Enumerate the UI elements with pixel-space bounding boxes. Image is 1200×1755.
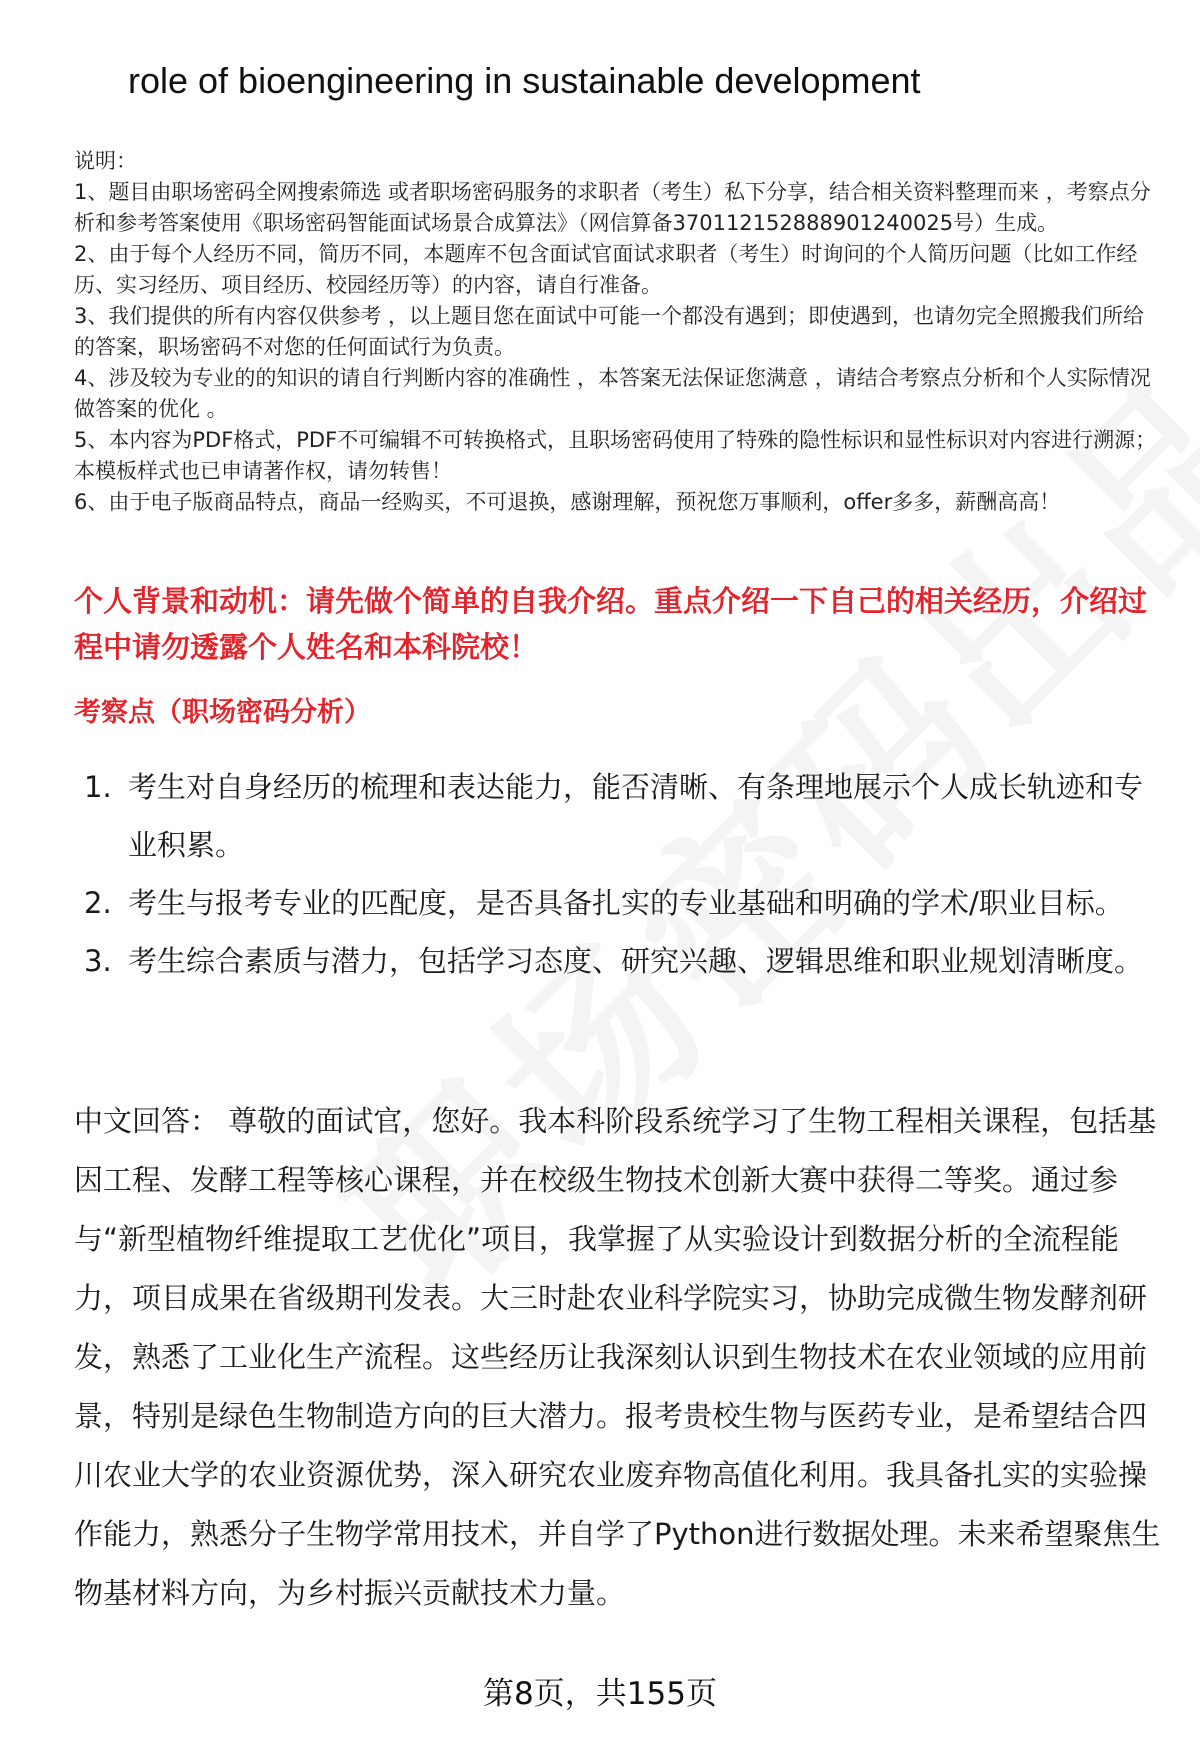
point-number: 1. (84, 770, 112, 804)
interview-question: 个人背景和动机：请先做个简单的自我介绍。重点介绍一下自己的相关经历，介绍过程中请勿透露个人姓名和本科院校！ (74, 584, 1148, 664)
point-number: 2. (84, 886, 112, 920)
page-number: 第8页，共155页 (483, 1676, 717, 1712)
note-item: 3、我们提供的所有内容仅供参考 ，以上题目您在面试中可能一个都没有遇到；即使遇到，也请勿完全照搬我们所给的答案，职场密码不对您的任何面试行为负责。 (74, 304, 1145, 359)
point-text: 考生对自身经历的梳理和表达能力，能否清晰、有条理地展示个人成长轨迹和专业积累。 (128, 770, 1144, 862)
note-item: 5、本内容为PDF格式，PDF不可编辑不可转换格式，且职场密码使用了特殊的隐性标识和显性标识对内容进行溯源；本模板样式也已申请著作权，请勿转售！ (74, 428, 1157, 483)
note-item: 4、涉及较为专业的的知识的请自行判断内容的准确性 ，本答案无法保证您满意 ，请结合考察点分析和个人实际情况做答案的优化 。 (74, 366, 1151, 421)
note-item: 1、题目由职场密码全网搜索筛选 或者职场密码服务的求职者（考生）私下分享，结合相关资料整理而来 ，考察点分析和参考答案使用《职场密码智能面试场景合成算法》（网信算备370112152888901240025号）生成。 (74, 180, 1151, 235)
note-item: 6、由于电子版商品特点，商品一经购买，不可退换，感谢理解，预祝您万事顺利，offer多多，薪酬高高！ (74, 490, 1061, 514)
point-item (74, 874, 1164, 932)
point-text: 考生与报考专业的匹配度，是否具备扎实的专业基础和明确的学术/职业目标。 (128, 886, 1124, 920)
point-item (74, 932, 1164, 990)
notes-heading: 说明： (74, 149, 137, 173)
assessment-points (74, 758, 1164, 990)
topic-title: role of bioengineering in sustainable development (128, 60, 921, 101)
note-item: 2、由于每个人经历不同，简历不同，本题库不包含面试官面试求职者（考生）时询问的个人简历问题（比如工作经历、实习经历、项目经历、校园经历等）的内容，请自行准备。 (74, 242, 1138, 297)
point-text: 考生综合素质与潜力，包括学习态度、研究兴趣、逻辑思维和职业规划清晰度。 (128, 944, 1144, 978)
point-item (74, 758, 1164, 874)
points-heading: 考察点（职场密码分析） (74, 697, 371, 728)
answer-paragraph: 中文回答： 尊敬的面试官，您好。我本科阶段系统学习了生物工程相关课程，包括基因工程、发酵工程等核心课程，并在校级生物技术创新大赛中获得二等奖。通过参与“新型植物纤维提取工艺优化”项目，我掌握了从实验设计到数据分析的全流程能力，项目成果在省级期刊发表。大三时赴农业科学院实习，协助完成微生物发酵剂研发，熟悉了工业化生产流程。这些经历让我深刻认识到生物技术在农业领域的应用前景，特别是绿色生物制造方向的巨大潜力。报考贵校生物与医药专业，是希望结合四川农业大学的农业资源优势，深入研究农业废弃物高值化利用。我具备扎实的实验操作能力，熟悉分子生物学常用技术，并自学了Python进行数据处理。未来希望聚焦生物基材料方向，为乡村振兴贡献技术力量。 (74, 1104, 1161, 1610)
notes-section (74, 146, 1160, 518)
point-number: 3. (84, 944, 112, 978)
